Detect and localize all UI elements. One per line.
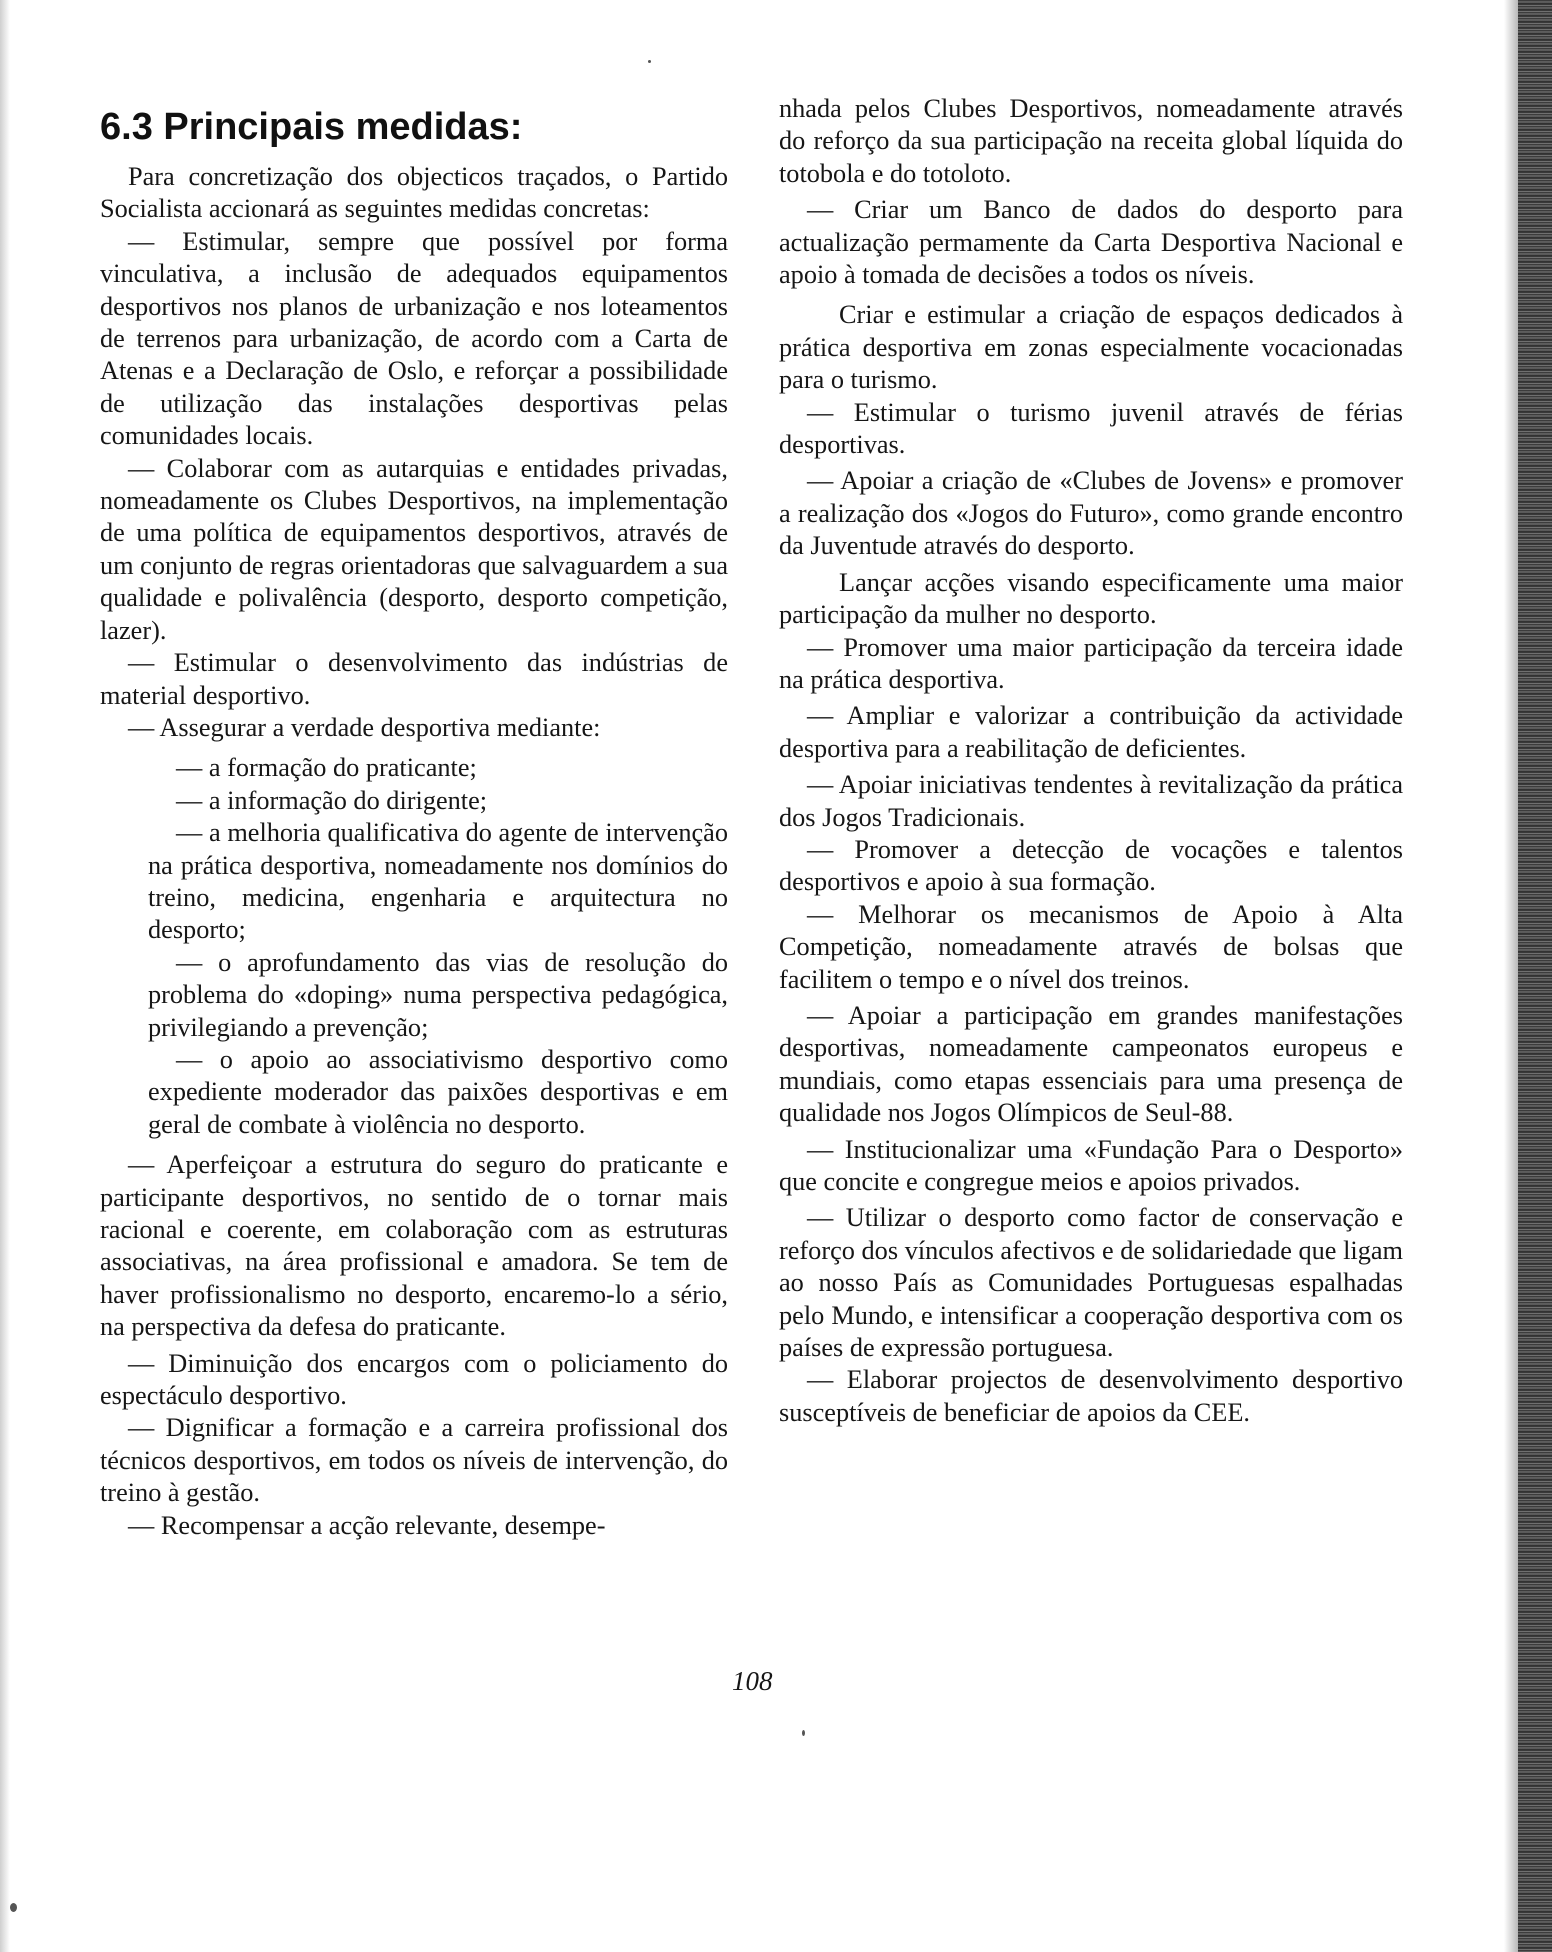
- list-item: — Elaborar projectos de desenvolvimento desportivo susceptíveis de beneficiar de apoios da CEE.: [779, 1365, 1403, 1427]
- list-item: — Promover a detecção de vocações e talentos desportivos e apoio à sua formação.: [779, 834, 1403, 897]
- list-item: — Ampliar e valorizar a contribuição da actividade desportiva para a reabilitação de deficientes.: [779, 701, 1403, 763]
- list-item: — Estimular, sempre que possível por forma vinculativa, a inclusão de adequados equipamentos desportivos nos planos de urbanização e nos loteamentos de terrenos para urbanização, de acordo com a Carta de Atenas e a Declaração de Oslo, e reforçar a possibilidade de utilização das instalações desportivas pelas comunidades locais.: [100, 226, 728, 451]
- list-item: — Institucionalizar uma «Fundação Para o Desporto» que concite e congregue meios e apoios privados.: [779, 1134, 1403, 1196]
- list-item-continued: nhada pelos Clubes Desportivos, nomeadamente através do reforço da sua participação na receita global líquida do totobola e do totoloto.: [779, 94, 1403, 188]
- list-item: — Apoiar a criação de «Clubes de Jovens» e promover a realização dos «Jogos do Futuro», como grande encontro da Juventude através do desporto.: [779, 466, 1403, 561]
- sub-list-item: — o aprofundamento das vias de resolução do problema do «doping» numa perspectiva pedagógica, privilegiando a prevenção;: [148, 947, 728, 1042]
- list-item: — Apoiar iniciativas tendentes à revitalização da prática dos Jogos Tradicionais.: [779, 770, 1403, 832]
- scan-speck: [10, 1903, 17, 1912]
- list-item: — Estimular o desenvolvimento das indústrias de material desportivo.: [100, 648, 728, 710]
- intro-paragraph: Para concretização dos objecticos traçados, o Partido Socialista accionará as seguintes medidas concretas:: [100, 162, 728, 224]
- list-item: Criar e estimular a criação de espaços dedicados à prática desportiva em zonas especialmente vocacionadas para o turismo.: [779, 300, 1403, 395]
- list-item: — Criar um Banco de dados do desporto para actualização permamente da Carta Desportiva Nacional e apoio à tomada de decisões a todos os níveis.: [779, 195, 1403, 290]
- list-item: — Aperfeiçoar a estrutura do seguro do praticante e participante desportivos, no sentido de o tornar mais racional e coerente, em colaboração com as estruturas associativas, na área profissional e amadora. Se tem de haver profissionalismo no desporto, encaremo-lo a sério, na perspectiva da defesa do praticante.: [100, 1150, 728, 1342]
- list-item: Lançar acções visando especificamente uma maior participação da mulher no desporto.: [779, 567, 1403, 630]
- scan-speck: [648, 60, 651, 63]
- scan-edge-left: [0, 0, 10, 1952]
- sub-list-item: — a formação do praticante;: [176, 753, 477, 783]
- sub-list: [148, 752, 728, 1141]
- section-heading: 6.3 Principais medidas:: [100, 106, 523, 148]
- list-item: — Promover uma maior participação da terceira idade na prática desportiva.: [779, 632, 1403, 694]
- list-item: — Melhorar os mecanismos de Apoio à Alta Competição, nomeadamente através de bolsas que facilitem o tempo e o nível dos treinos.: [779, 899, 1403, 994]
- list-item: — Diminuição dos encargos com o policiamento do espectáculo desportivo.: [100, 1348, 728, 1411]
- scan-edge-right: [1518, 0, 1552, 1952]
- left-column: [100, 103, 728, 1542]
- sub-list-item: — o apoio ao associativismo desportivo como expediente moderador das paixões desportivas e em geral de combate à violência no desporto.: [148, 1044, 728, 1139]
- page-number: 108: [732, 1666, 773, 1696]
- scan-speck: [802, 1730, 805, 1736]
- list-item: — Recompensar a acção relevante, desempe-: [128, 1510, 606, 1540]
- list-item: — Assegurar a verdade desportiva mediante:: [128, 712, 601, 742]
- list-item: — Estimular o turismo juvenil através de férias desportivas.: [779, 397, 1403, 460]
- list-item: — Dignificar a formação e a carreira profissional dos técnicos desportivos, em todos os níveis de intervenção, do treino à gestão.: [100, 1413, 728, 1508]
- sub-list-item: — a melhoria qualificativa do agente de intervenção na prática desportiva, nomeadamente nos domínios do treino, medicina, engenharia e arquitectura no desporto;: [148, 818, 728, 945]
- sub-list-item: — a informação do dirigente;: [176, 785, 488, 815]
- list-item: — Apoiar a participação em grandes manifestações desportivas, nomeadamente campeonatos europeus e mundiais, como etapas essenciais para uma presença de qualidade nos Jogos Olímpicos de Seul-88.: [779, 1000, 1403, 1128]
- list-item: — Utilizar o desporto como factor de conservação e reforço dos vínculos afectivos e de solidariedade que ligam ao nosso País as Comunidades Portuguesas espalhadas pelo Mundo, e intensificar a cooperação desportiva com os países de expressão portuguesa.: [779, 1203, 1403, 1363]
- right-column: [779, 93, 1403, 1429]
- list-item: — Colaborar com as autarquias e entidades privadas, nomeadamente os Clubes Desportivos, na implementação de uma política de equipamentos desportivos, através de um conjunto de regras orientadoras que salvaguardem a sua qualidade e polivalência (desporto, desporto competição, lazer).: [100, 453, 728, 645]
